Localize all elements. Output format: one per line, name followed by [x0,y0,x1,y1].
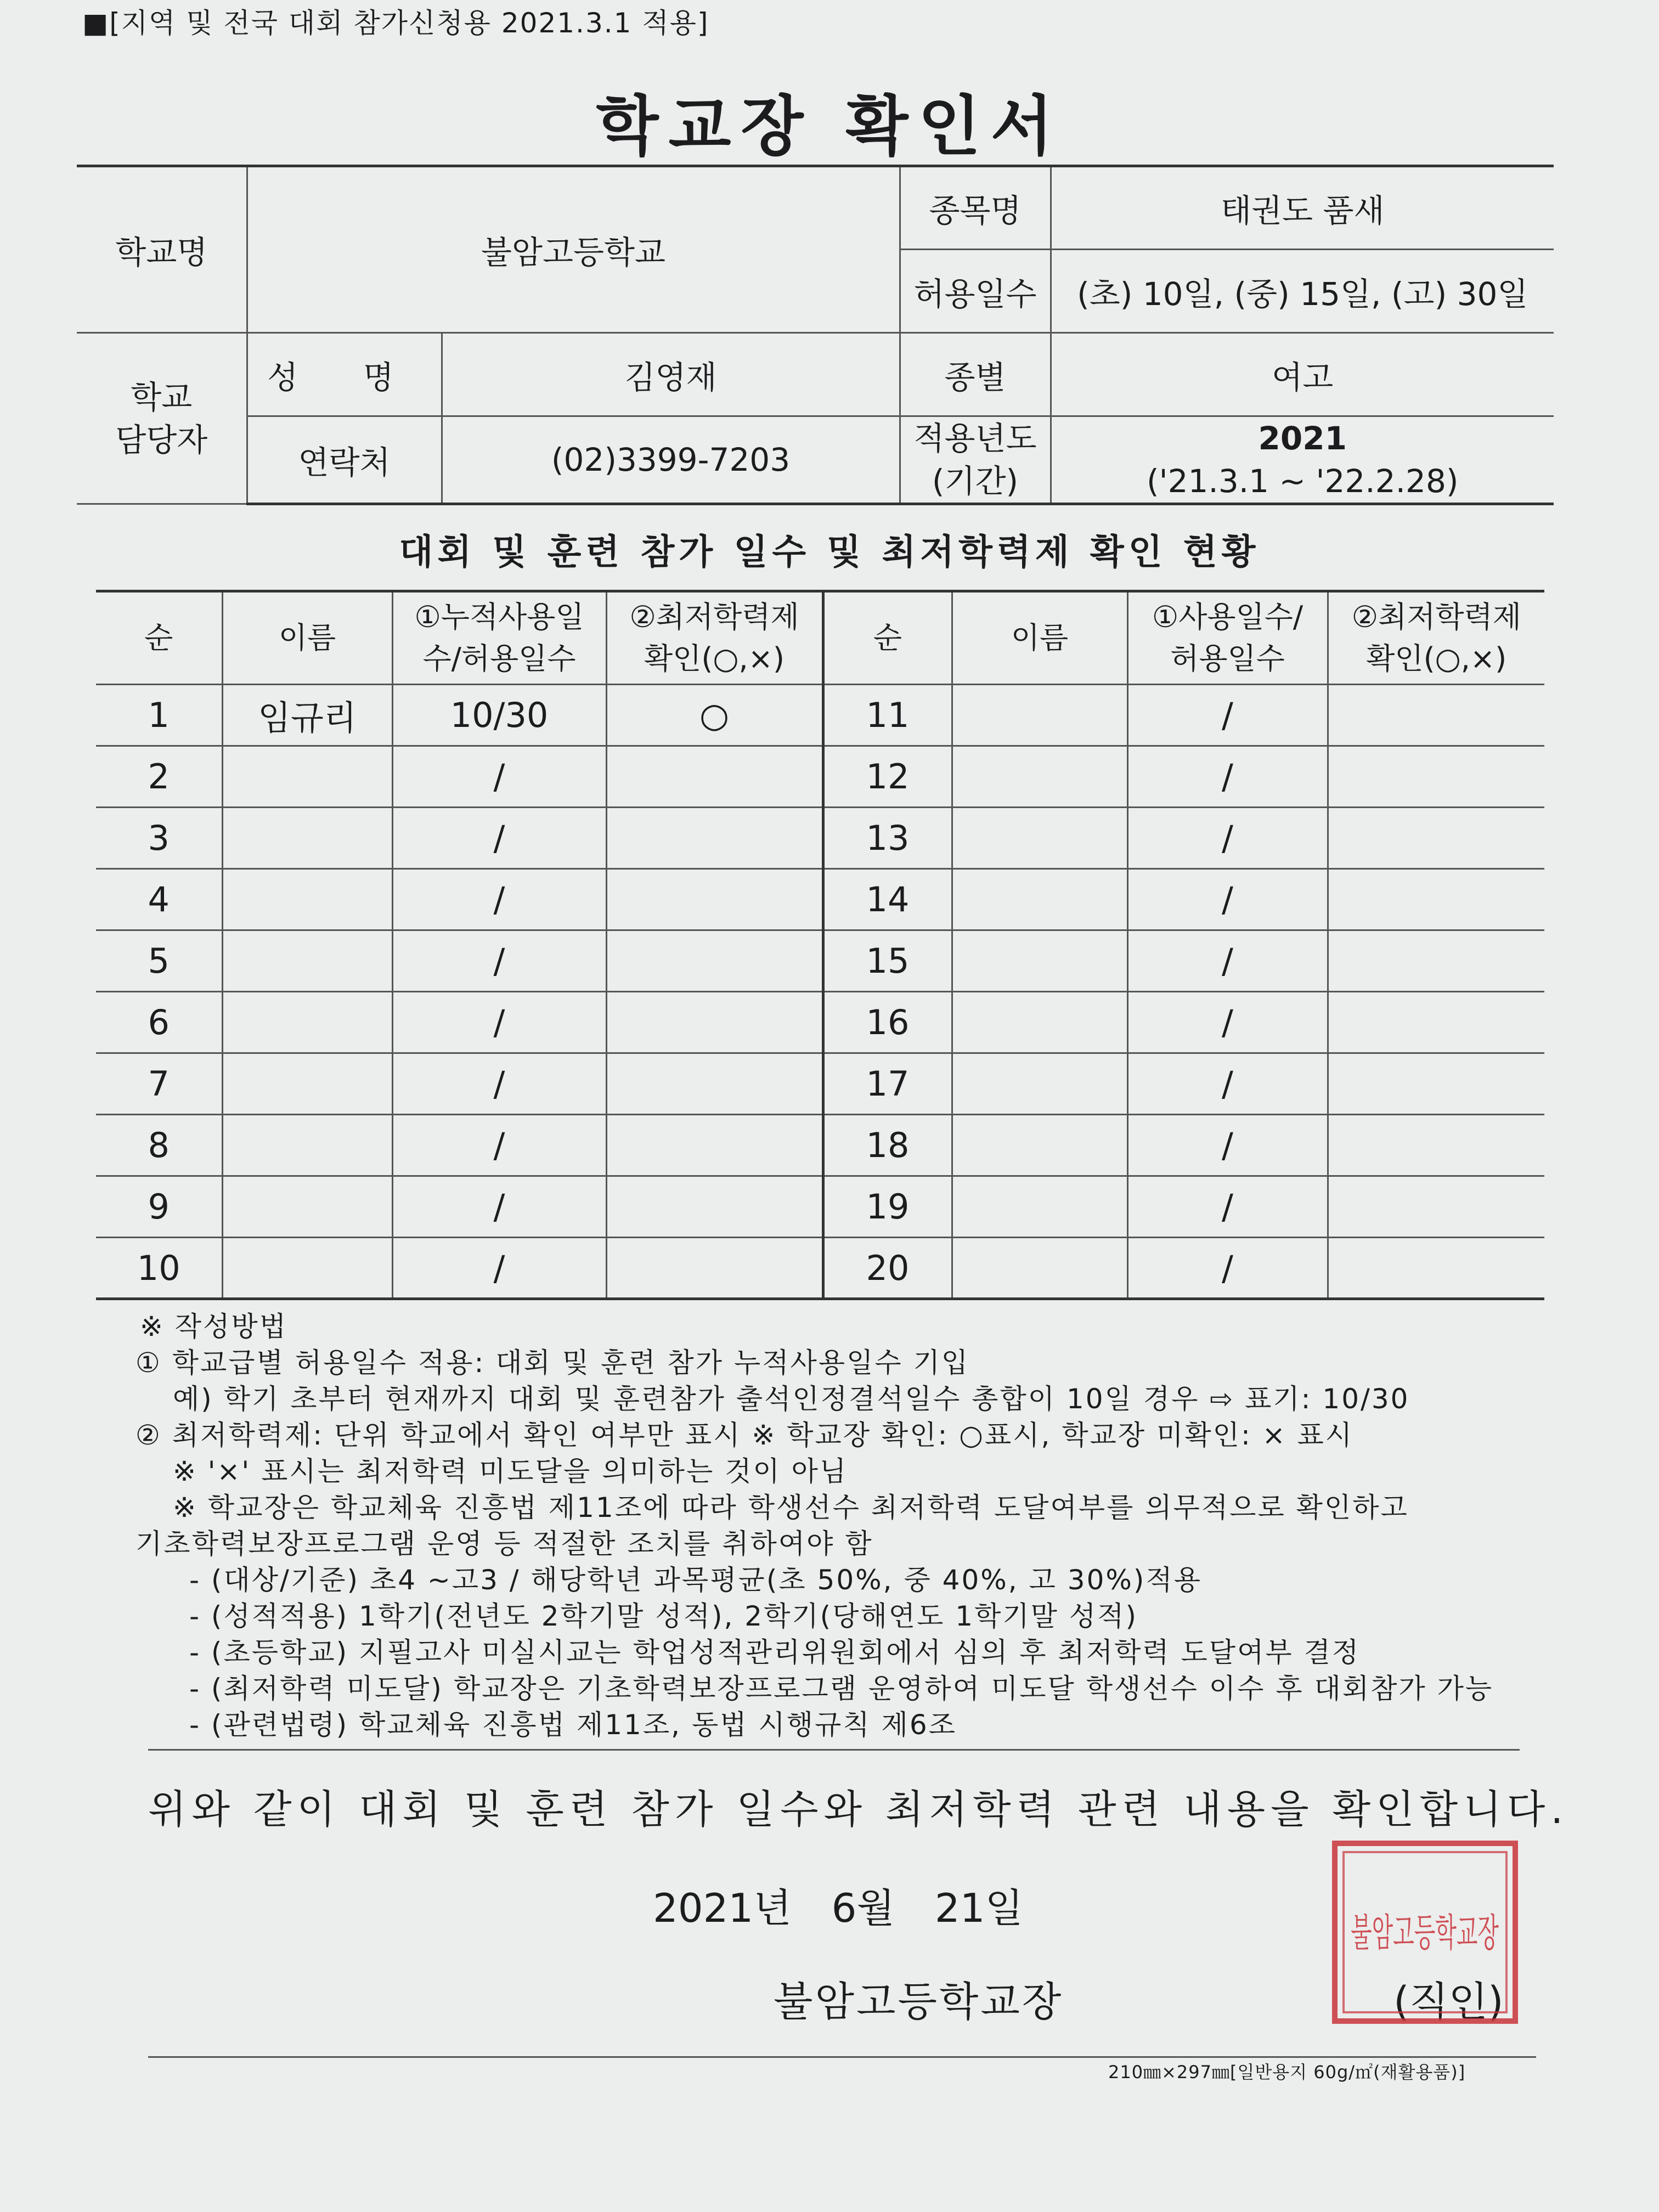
table-row [96,930,1544,992]
roster-cell-left-no: 8 [96,1115,222,1176]
roster-cell-left-days: / [392,1053,606,1115]
table-row [96,685,1544,746]
category-label: 종별 [900,333,1051,416]
school-label: 학교명 [77,166,247,333]
roster-cell-right-days: / [1127,1238,1328,1299]
year-label-2: (기간) [932,462,1019,500]
roster-cell-right-check [1328,685,1544,746]
roster-cell-left-check [606,1115,823,1176]
divider [148,1749,1520,1751]
roster-cell-left-name [222,808,392,869]
roster-cell-left-days: / [392,1176,606,1238]
roster-cell-right-days: / [1127,869,1328,930]
roster-cell-right-no: 16 [823,992,952,1053]
roster-cell-left-no: 9 [96,1176,222,1238]
roster-cell-left-days: / [392,1115,606,1176]
roster-cell-left-days: / [392,992,606,1053]
note-1: ① 학교급별 허용일수 적용: 대회 및 훈련 참가 누적사용일수 기입 [136,1347,970,1379]
writing-instructions [136,1308,1599,1743]
roster-cell-right-days: / [1127,685,1328,746]
roster-cell-right-days: / [1127,992,1328,1053]
contact-person-label [77,333,247,504]
roster-cell-right-days: / [1127,1176,1328,1238]
roster-cell-right-check [1328,1176,1544,1238]
principal-signature: 불암고등학교장 [774,1978,1064,2025]
table-row [96,1053,1544,1115]
roster-header-right-1: 순 [823,591,952,685]
roster-cell-left-check [606,992,823,1053]
allowed-days-label: 허용일수 [900,250,1051,333]
roster-cell-left-name [222,869,392,930]
form-usage-tag: ■[지역 및 전국 대회 참가신청용 2021.3.1 적용] [82,7,709,39]
official-seal-label: (직인) [1393,1978,1504,2025]
confirmation-date: 2021년 6월 21일 [653,1885,1024,1931]
roster-cell-left-days: / [392,746,606,808]
roster-cell-right-days: / [1127,930,1328,992]
event-value: 태권도 품새 [1051,166,1554,250]
roster-cell-left-no: 7 [96,1053,222,1115]
roster-cell-right-name [952,1115,1127,1176]
roster-cell-left-no: 10 [96,1238,222,1299]
roster-cell-right-days: / [1127,1053,1328,1115]
table-row [96,808,1544,869]
year-label [900,416,1051,504]
roster-cell-left-no: 2 [96,746,222,808]
roster-cell-right-check [1328,1115,1544,1176]
roster-cell-left-days: / [392,869,606,930]
roster-header-left-4: ②최저학력제 확인(○,×) [606,591,823,685]
roster-cell-right-no: 13 [823,808,952,869]
roster-cell-right-name [952,1176,1127,1238]
roster-cell-left-no: 6 [96,992,222,1053]
school-value: 불암고등학교 [247,166,900,333]
phone-label: 연락처 [247,416,442,504]
roster-cell-left-name [222,1176,392,1238]
roster-cell-right-name [952,869,1127,930]
roster-cell-right-name [952,992,1127,1053]
roster-cell-left-check [606,1053,823,1115]
roster-cell-right-no: 11 [823,685,952,746]
roster-cell-left-name [222,746,392,808]
roster-header-right-3: ①사용일수/ 허용일수 [1127,591,1328,685]
paper-spec-footer: 210㎜×297㎜[일반용지 60g/㎡(재활용품)] [1108,2062,1466,2083]
allowed-days-value: (초) 10일, (중) 15일, (고) 30일 [1051,250,1554,333]
roster-cell-right-days: / [1127,746,1328,808]
table-row [96,1115,1544,1176]
roster-cell-right-check [1328,992,1544,1053]
roster-cell-left-name [222,992,392,1053]
note-2-sub: ※ '×' 표시는 최저학력 미도달을 의미하는 것이 아님 [173,1455,848,1487]
notes-heading: ※ 작성방법 [140,1311,287,1342]
section-subtitle: 대회 및 훈련 참가 일수 및 최저학력제 확인 현황 [399,532,1260,573]
roster-cell-right-check [1328,808,1544,869]
note-3: ※ 학교장은 학교체육 진흥법 제11조에 따라 학생선수 최저학력 도달여부를 의무적으로 확인하고 [173,1492,1409,1523]
roster-cell-left-no: 4 [96,869,222,930]
year-label-1: 적용년도 [913,420,1037,457]
roster-cell-right-check [1328,1053,1544,1115]
roster-header-right-4: ②최저학력제 확인(○,×) [1328,591,1544,685]
roster-cell-right-no: 14 [823,869,952,930]
bullet-5: - (관련법령) 학교체육 진흥법 제11조, 동법 시행규칙 제6조 [189,1709,957,1741]
table-row [96,869,1544,930]
roster-header-left-1: 순 [96,591,222,685]
roster-cell-right-days: / [1127,808,1328,869]
roster-cell-left-check [606,746,823,808]
bullet-3: - (초등학교) 지필고사 미실시교는 학업성적관리위원회에서 심의 후 최저학력 도달여부 결정 [189,1637,1361,1668]
roster-cell-right-name [952,1053,1127,1115]
event-label: 종목명 [900,166,1051,250]
roster-header-left-3: ①누적사용일 수/허용일수 [392,591,606,685]
official-seal-stamp [1330,1839,1520,2025]
roster-cell-right-check [1328,869,1544,930]
roster-header-left-2: 이름 [222,591,392,685]
contact-person-label-1: 학교 [131,378,193,416]
roster-cell-right-name [952,685,1127,746]
roster-cell-left-check [606,1176,823,1238]
roster-cell-left-check: ○ [606,685,823,746]
bullet-2: - (성적적용) 1학기(전년도 2학기말 성적), 2학기(당해연도 1학기말 성적) [189,1600,1138,1632]
name-value: 김영재 [442,333,900,416]
roster-cell-right-days: / [1127,1115,1328,1176]
roster-cell-right-name [952,808,1127,869]
roster-table [96,590,1544,1300]
roster-cell-left-name: 임규리 [222,685,392,746]
note-2: ② 최저학력제: 단위 학교에서 확인 여부만 표시 ※ 학교장 확인: ○표시, 학교장 미확인: × 표시 [136,1419,1354,1451]
roster-cell-left-no: 1 [96,685,222,746]
table-row [96,992,1544,1053]
footer-rule [148,2056,1536,2058]
note-1-example: 예) 학기 초부터 현재까지 대회 및 훈련참가 출석인정결석일수 총합이 10일 경우 ⇨ 표기: 10/30 [173,1383,1410,1415]
year-value: 2021 [1258,420,1347,457]
roster-cell-right-no: 18 [823,1115,952,1176]
name-label: 성 명 [247,333,442,416]
roster-cell-right-no: 19 [823,1176,952,1238]
roster-cell-right-name [952,746,1127,808]
roster-cell-right-check [1328,930,1544,992]
confirmation-statement: 위와 같이 대회 및 훈련 참가 일수와 최저학력 관련 내용을 확인합니다. [148,1786,1569,1832]
roster-cell-left-name [222,1238,392,1299]
bullet-1: - (대상/기준) 초4 ~고3 / 해당학년 과목평균(초 50%, 중 40%, 고 30%)적용 [189,1564,1202,1596]
roster-cell-right-check [1328,746,1544,808]
page-title: 학교장 확인서 [596,88,1063,164]
roster-cell-left-days: 10/30 [392,685,606,746]
table-row [96,746,1544,808]
table-row [96,1176,1544,1238]
roster-cell-left-name [222,1115,392,1176]
roster-header-right-2: 이름 [952,591,1127,685]
roster-cell-right-name [952,930,1127,992]
note-3-cont: 기초학력보장프로그램 운영 등 적절한 조치를 취하여야 함 [136,1528,873,1560]
roster-cell-left-days: / [392,1238,606,1299]
roster-cell-right-name [952,1238,1127,1299]
roster-cell-left-name [222,930,392,992]
bullet-4: - (최저학력 미도달) 학교장은 기초학력보장프로그램 운영하여 미도달 학생선수 이수 후 대회참가 가능 [189,1673,1494,1705]
roster-cell-left-check [606,930,823,992]
roster-cell-right-no: 17 [823,1053,952,1115]
roster-cell-right-no: 12 [823,746,952,808]
roster-cell-left-name [222,1053,392,1115]
roster-cell-left-no: 3 [96,808,222,869]
roster-cell-left-check [606,1238,823,1299]
roster-cell-left-check [606,869,823,930]
year-cell [1051,416,1554,504]
table-row [96,1238,1544,1299]
roster-cell-left-check [606,808,823,869]
roster-cell-right-no: 15 [823,930,952,992]
seal-lettering: 불암고등학교장 [1351,1910,1499,1955]
contact-person-label-2: 담당자 [115,421,208,459]
category-value: 여고 [1051,333,1554,416]
roster-cell-left-days: / [392,930,606,992]
roster-cell-left-no: 5 [96,930,222,992]
period-value: ('21.3.1 ~ '22.2.28) [1147,462,1459,500]
roster-cell-right-check [1328,1238,1544,1299]
info-table [77,165,1554,505]
roster-cell-left-days: / [392,808,606,869]
roster-cell-right-no: 20 [823,1238,952,1299]
phone-value: (02)3399-7203 [442,416,900,504]
